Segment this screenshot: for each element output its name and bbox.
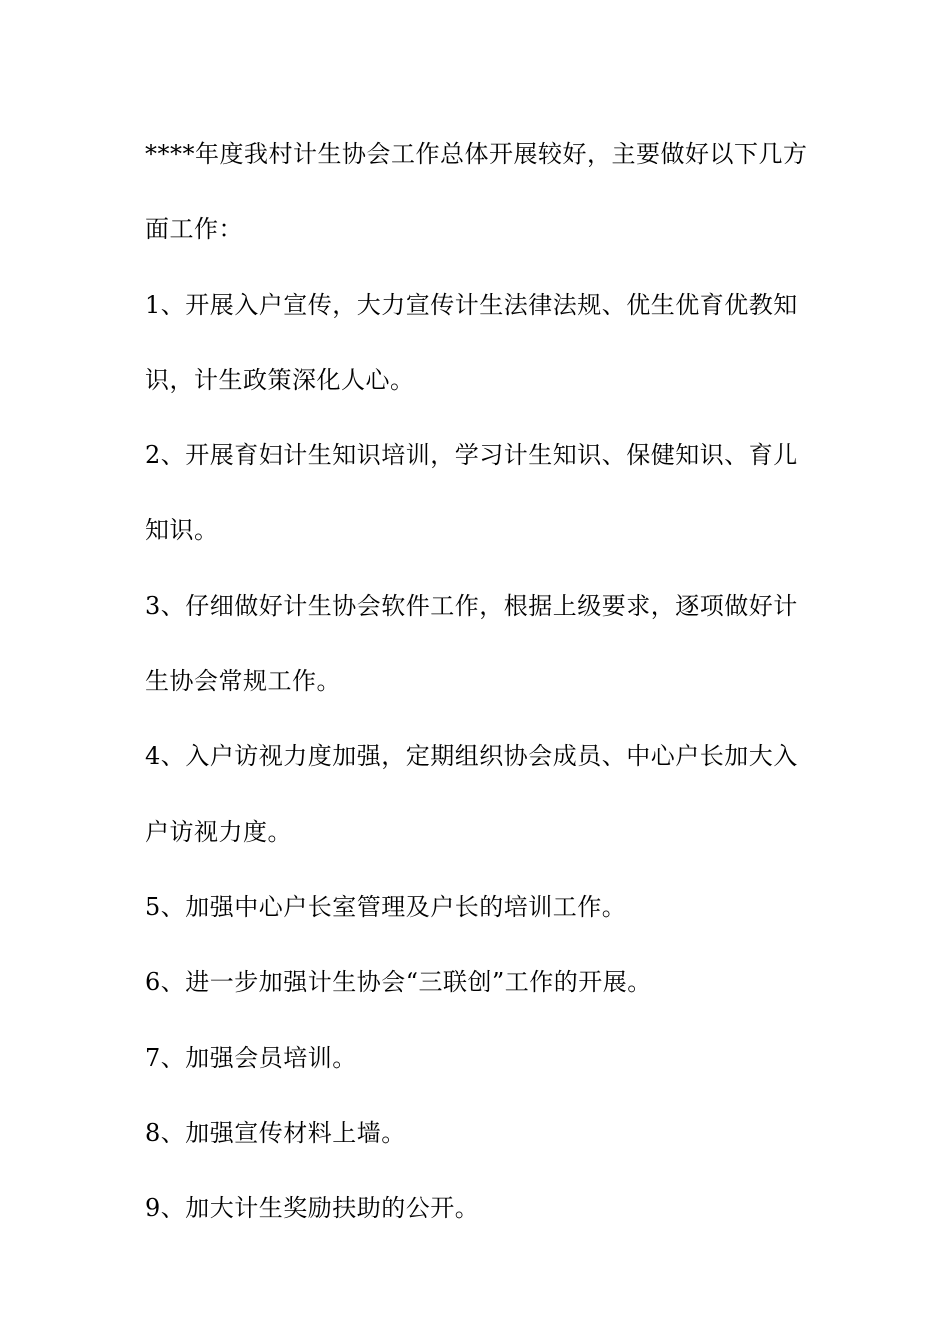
list-item-2: 2、开展育妇计生知识培训，学习计生知识、保健知识、育儿知识。 [145, 441, 798, 545]
list-item-4: 4、入户访视力度加强，定期组织协会成员、中心户长加大入户访视力度。 [145, 742, 798, 846]
list-item-6: 6、进一步加强计生协会“三联创”工作的开展。 [145, 968, 652, 997]
document-body [145, 117, 820, 1246]
list-item-1: 1、开展入户宣传，大力宣传计生法律法规、优生优育优教知识，计生政策深化人心。 [145, 290, 798, 394]
list-item-5: 5、加强中心户长室管理及户长的培训工作。 [145, 892, 627, 921]
list-item-7: 7、加强会员培训。 [145, 1043, 357, 1072]
list-item-3: 3、仔细做好计生协会软件工作，根据上级要求，逐项做好计生协会常规工作。 [145, 591, 798, 696]
list-item-9: 9、加大计生奖励扶助的公开。 [145, 1194, 480, 1223]
list-item-8: 8、加强宣传材料上墙。 [145, 1118, 406, 1147]
intro-paragraph: ****年度我村计生协会工作总体开展较好，主要做好以下几方面工作： [145, 140, 808, 244]
